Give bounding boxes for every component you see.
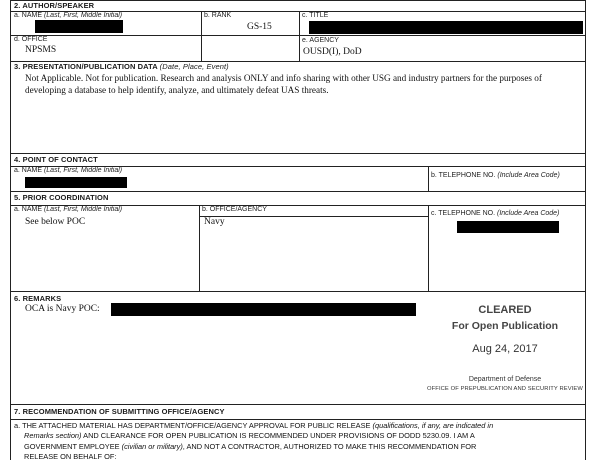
recommendation-text (14, 421, 584, 463)
recommendation-line-3: GOVERNMENT EMPLOYEE (civilian or military), AND NOT A CONTRACTOR, AUTHORIZED TO MAKE THIS RECOMMENDATION FOR (24, 441, 477, 451)
redacted-title (309, 21, 583, 34)
divider (199, 216, 429, 217)
author-name-label: a. NAME (Last, First, Middle Initial) (14, 12, 123, 19)
stamp-office: OFFICE OF PREPUBLICATION AND SECURITY REVIEW (427, 386, 583, 392)
poc-phone-label: b. TELEPHONE NO. (Include Area Code) (431, 172, 560, 179)
divider (299, 35, 585, 36)
recommendation-line-2: Remarks section) AND CLEARANCE FOR OPEN PUBLICATION IS RECOMMENDED UNDER PROVISIONS OF DODD 5230.09. I AM A (24, 431, 475, 441)
divider (11, 404, 585, 405)
section-7-title: 7. RECOMMENDATION OF SUBMITTING OFFICE/AGENCY (14, 407, 225, 416)
section-2-title: 2. AUTHOR/SPEAKER (14, 1, 95, 10)
divider (428, 205, 429, 291)
section-3-title: 3. PRESENTATION/PUBLICATION DATA (Date, Place, Event) (14, 62, 229, 71)
section-4-title: 4. POINT OF CONTACT (14, 155, 98, 164)
stamp-date: Aug 24, 2017 (472, 343, 538, 355)
divider (11, 35, 299, 36)
clearance-stamp (417, 296, 593, 404)
agency-label: e. AGENCY (302, 37, 339, 44)
poc-name-label: a. NAME (Last, First, Middle Initial) (14, 167, 123, 174)
divider (11, 419, 585, 420)
divider (11, 153, 585, 154)
rank-value: GS-15 (247, 22, 272, 32)
divider (11, 291, 585, 292)
divider (428, 166, 429, 191)
office-label: d. OFFICE (14, 36, 48, 43)
presentation-data-text (25, 73, 585, 96)
section-6-title: 6. REMARKS (14, 294, 62, 303)
stamp-open-publication: For Open Publication (451, 320, 559, 332)
divider (11, 0, 585, 1)
office-value: NPSMS (25, 45, 57, 55)
divider (299, 11, 300, 61)
coord-name-value: See below POC (25, 217, 86, 227)
remarks-text: OCA is Navy POC: (25, 304, 100, 314)
divider (199, 205, 200, 291)
redacted-coord-phone (457, 221, 559, 233)
agency-value: OUSD(I), DoD (303, 47, 362, 57)
divider (201, 11, 202, 61)
recommendation-line-4: RELEASE ON BEHALF OF: (24, 452, 117, 462)
stamp-department: Department of Defense (468, 376, 542, 383)
section-5-title: 5. PRIOR COORDINATION (14, 193, 109, 202)
presentation-line-1: Not Applicable. Not for publication. Research and analysis ONLY and info sharing with other USG and industry partners for the purposes of (25, 73, 542, 83)
coord-name-label: a. NAME (Last, First, Middle Initial) (14, 206, 123, 213)
recommendation-line-1: a. THE ATTACHED MATERIAL HAS DEPARTMENT/OFFICE/AGENCY APPROVAL FOR PUBLIC RELEASE (qualifications, if any, are indicated in (14, 421, 494, 430)
divider (11, 191, 585, 192)
rank-label: b. RANK (204, 12, 232, 19)
presentation-line-2: developing a database to help identify, analyze, and ultimately defeat UAS threats. (25, 84, 329, 95)
redacted-author-name (35, 20, 123, 33)
coord-phone-label: c. TELEPHONE NO. (Include Area Code) (431, 210, 560, 217)
coord-office-label: b. OFFICE/AGENCY (202, 206, 267, 213)
coord-office-value: Navy (204, 217, 225, 227)
redacted-remarks-poc (111, 303, 416, 316)
redacted-poc-name (25, 177, 127, 188)
stamp-cleared: CLEARED (478, 304, 532, 316)
title-label: c. TITLE (302, 12, 329, 19)
